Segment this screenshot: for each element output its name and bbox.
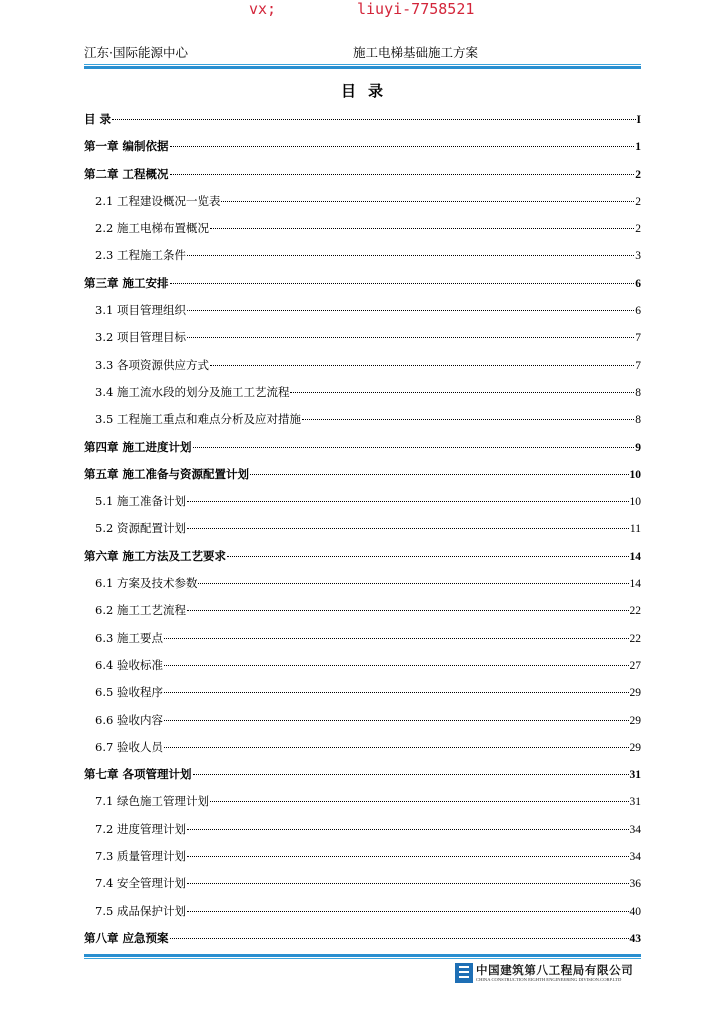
toc-section-entry[interactable] — [84, 707, 641, 734]
toc-chapter-entry[interactable] — [84, 434, 641, 461]
watermark-vx: vx; — [249, 0, 277, 18]
watermark — [0, 0, 724, 22]
toc-section-entry[interactable] — [84, 898, 641, 925]
toc-entry-page: 8 — [635, 414, 641, 427]
toc-entry-page: 22 — [629, 605, 641, 618]
page-header — [84, 43, 641, 65]
toc-dot-leader — [210, 801, 629, 802]
toc-section-entry[interactable] — [84, 625, 641, 652]
toc-entry-page: 10 — [629, 496, 641, 509]
toc-section-entry[interactable] — [84, 188, 641, 215]
toc-entry-label: 6.3 施工要点 — [95, 630, 163, 645]
toc-entry-page: 11 — [629, 523, 641, 536]
toc-dot-leader — [187, 501, 629, 502]
company-name-en: CHINA CONSTRUCTION EIGHTH ENGINEERING DIVISION.CORP.LTD — [476, 977, 622, 982]
toc-section-entry[interactable] — [84, 515, 641, 542]
toc-section-entry[interactable] — [84, 679, 641, 706]
toc-chapter-entry[interactable] — [84, 761, 641, 788]
toc-entry-page: 6 — [635, 305, 641, 318]
toc-dot-leader — [170, 146, 635, 147]
toc-entry-label: 第四章 施工进度计划 — [84, 439, 192, 454]
toc-entry-page: 9 — [635, 441, 641, 454]
toc-entry-page: 29 — [629, 687, 641, 700]
table-of-contents — [84, 106, 641, 952]
header-document-title: 施工电梯基础施工方案 — [353, 45, 479, 60]
toc-entry-page: 7 — [635, 332, 641, 345]
toc-dot-leader — [170, 938, 629, 939]
toc-section-entry[interactable] — [84, 597, 641, 624]
toc-entry-label: 第三章 施工安排 — [84, 275, 169, 290]
toc-dot-leader — [210, 228, 634, 229]
toc-section-entry[interactable] — [84, 870, 641, 897]
toc-entry-label: 2.3 工程施工条件 — [95, 248, 186, 263]
toc-chapter-entry[interactable] — [84, 925, 641, 952]
toc-dot-leader — [302, 419, 634, 420]
toc-dot-leader — [193, 774, 629, 775]
toc-section-entry[interactable] — [84, 652, 641, 679]
toc-dot-leader — [164, 720, 629, 721]
company-logo-icon — [455, 963, 473, 983]
toc-entry-page: 6 — [635, 277, 641, 290]
toc-dot-leader — [187, 911, 629, 912]
company-name-cn: 中国建筑第八工程局有限公司 — [476, 963, 634, 977]
toc-dot-leader — [187, 528, 629, 529]
toc-section-entry[interactable] — [84, 788, 641, 815]
toc-dot-leader — [170, 174, 635, 175]
toc-entry-label: 6.7 验收人员 — [95, 739, 163, 754]
toc-entry-page: 7 — [635, 359, 641, 372]
toc-entry-page: 2 — [635, 223, 641, 236]
footer-rule-thick — [84, 954, 641, 957]
toc-section-entry[interactable] — [84, 242, 641, 269]
toc-entry-page: I — [636, 114, 641, 126]
toc-entry-label: 3.4 施工流水段的划分及施工工艺流程 — [95, 384, 290, 399]
company-logo — [455, 962, 642, 986]
toc-entry-page: 10 — [629, 468, 641, 481]
watermark-id: liuyi-7758521 — [357, 0, 475, 18]
toc-dot-leader — [193, 447, 635, 448]
toc-dot-leader — [164, 692, 629, 693]
toc-section-entry[interactable] — [84, 816, 641, 843]
toc-entry-label: 第五章 施工准备与资源配置计划 — [84, 466, 250, 481]
header-rule-thick — [84, 66, 641, 69]
toc-entry-label: 6.1 方案及技术参数 — [95, 576, 198, 591]
toc-dot-leader — [112, 119, 636, 120]
toc-entry-label: 6.4 验收标准 — [95, 657, 163, 672]
toc-entry-label: 第七章 各项管理计划 — [84, 767, 192, 782]
toc-entry-page: 34 — [629, 823, 641, 836]
toc-entry-label: 7.1 绿色施工管理计划 — [95, 794, 209, 809]
toc-entry-page: 31 — [629, 796, 641, 809]
toc-entry-label: 6.2 施工工艺流程 — [95, 603, 186, 618]
toc-entry-label: 7.2 进度管理计划 — [95, 821, 186, 836]
toc-entry-label: 3.5 工程施工重点和难点分析及应对措施 — [95, 412, 301, 427]
toc-section-entry[interactable] — [84, 406, 641, 433]
toc-dot-leader — [164, 665, 629, 666]
toc-chapter-entry[interactable] — [84, 161, 641, 188]
toc-entry-label: 7.4 安全管理计划 — [95, 876, 186, 891]
toc-entry-label: 2.2 施工电梯布置概况 — [95, 221, 209, 236]
toc-section-entry[interactable] — [84, 352, 641, 379]
toc-dot-leader — [210, 365, 634, 366]
toc-dot-leader — [187, 310, 634, 311]
toc-dot-leader — [187, 856, 629, 857]
toc-entry-page: 14 — [629, 578, 641, 591]
toc-dot-leader — [164, 638, 629, 639]
toc-entry-label: 目 录 — [84, 112, 112, 126]
toc-entry-label: 6.5 验收程序 — [95, 685, 163, 700]
toc-entry-page: 2 — [635, 168, 641, 181]
toc-entry-page: 3 — [635, 250, 641, 263]
toc-entry-label: 3.2 项目管理目标 — [95, 330, 186, 345]
toc-dot-leader — [187, 883, 629, 884]
toc-title: 目录 — [340, 82, 395, 100]
toc-entry-page: 34 — [629, 851, 641, 864]
toc-entry-label: 7.3 质量管理计划 — [95, 849, 186, 864]
toc-entry-label: 第一章 编制依据 — [84, 139, 169, 154]
toc-entry-label: 6.6 验收内容 — [95, 712, 163, 727]
toc-chapter-entry[interactable] — [84, 106, 641, 133]
toc-entry-page: 1 — [635, 141, 641, 154]
header-project: 江东·国际能源中心 — [84, 45, 188, 60]
toc-dot-leader — [187, 255, 634, 256]
toc-dot-leader — [187, 829, 629, 830]
toc-entry-page: 36 — [629, 878, 641, 891]
toc-section-entry[interactable] — [84, 379, 641, 406]
toc-chapter-entry[interactable] — [84, 543, 641, 570]
toc-dot-leader — [290, 392, 634, 393]
toc-dot-leader — [250, 474, 628, 475]
toc-dot-leader — [187, 610, 629, 611]
toc-dot-leader — [170, 283, 635, 284]
toc-entry-label: 第二章 工程概况 — [84, 166, 169, 181]
toc-entry-page: 29 — [629, 741, 641, 754]
toc-entry-label: 5.2 资源配置计划 — [95, 521, 186, 536]
toc-entry-page: 8 — [635, 386, 641, 399]
toc-section-entry[interactable] — [84, 843, 641, 870]
toc-section-entry[interactable] — [84, 215, 641, 242]
toc-entry-label: 2.1 工程建设概况一览表 — [95, 193, 221, 208]
toc-entry-page: 14 — [629, 550, 641, 563]
toc-section-entry[interactable] — [84, 488, 641, 515]
toc-entry-page: 43 — [629, 932, 641, 945]
toc-entry-label: 7.5 成品保护计划 — [95, 903, 186, 918]
header-rule-thin — [84, 64, 641, 65]
toc-entry-label: 3.3 各项资源供应方式 — [95, 357, 209, 372]
toc-entry-label: 5.1 施工准备计划 — [95, 494, 186, 509]
toc-entry-page: 29 — [629, 714, 641, 727]
toc-section-entry[interactable] — [84, 297, 641, 324]
toc-entry-page: 27 — [629, 659, 641, 672]
toc-entry-page: 31 — [629, 769, 641, 782]
toc-dot-leader — [187, 337, 634, 338]
toc-dot-leader — [227, 556, 628, 557]
toc-entry-label: 第八章 应急预案 — [84, 930, 169, 945]
toc-entry-label: 3.1 项目管理组织 — [95, 303, 186, 318]
toc-entry-label: 第六章 施工方法及工艺要求 — [84, 548, 227, 563]
toc-chapter-entry[interactable] — [84, 133, 641, 160]
toc-dot-leader — [164, 747, 629, 748]
toc-section-entry[interactable] — [84, 324, 641, 351]
toc-chapter-entry[interactable] — [84, 461, 641, 488]
toc-dot-leader — [221, 201, 634, 202]
footer-rule-thin — [84, 958, 641, 959]
toc-dot-leader — [198, 583, 628, 584]
toc-entry-page: 22 — [629, 632, 641, 645]
toc-section-entry[interactable] — [84, 734, 641, 761]
toc-entry-page: 40 — [629, 905, 641, 918]
toc-entry-page: 2 — [635, 195, 641, 208]
toc-chapter-entry[interactable] — [84, 270, 641, 297]
toc-section-entry[interactable] — [84, 570, 641, 597]
